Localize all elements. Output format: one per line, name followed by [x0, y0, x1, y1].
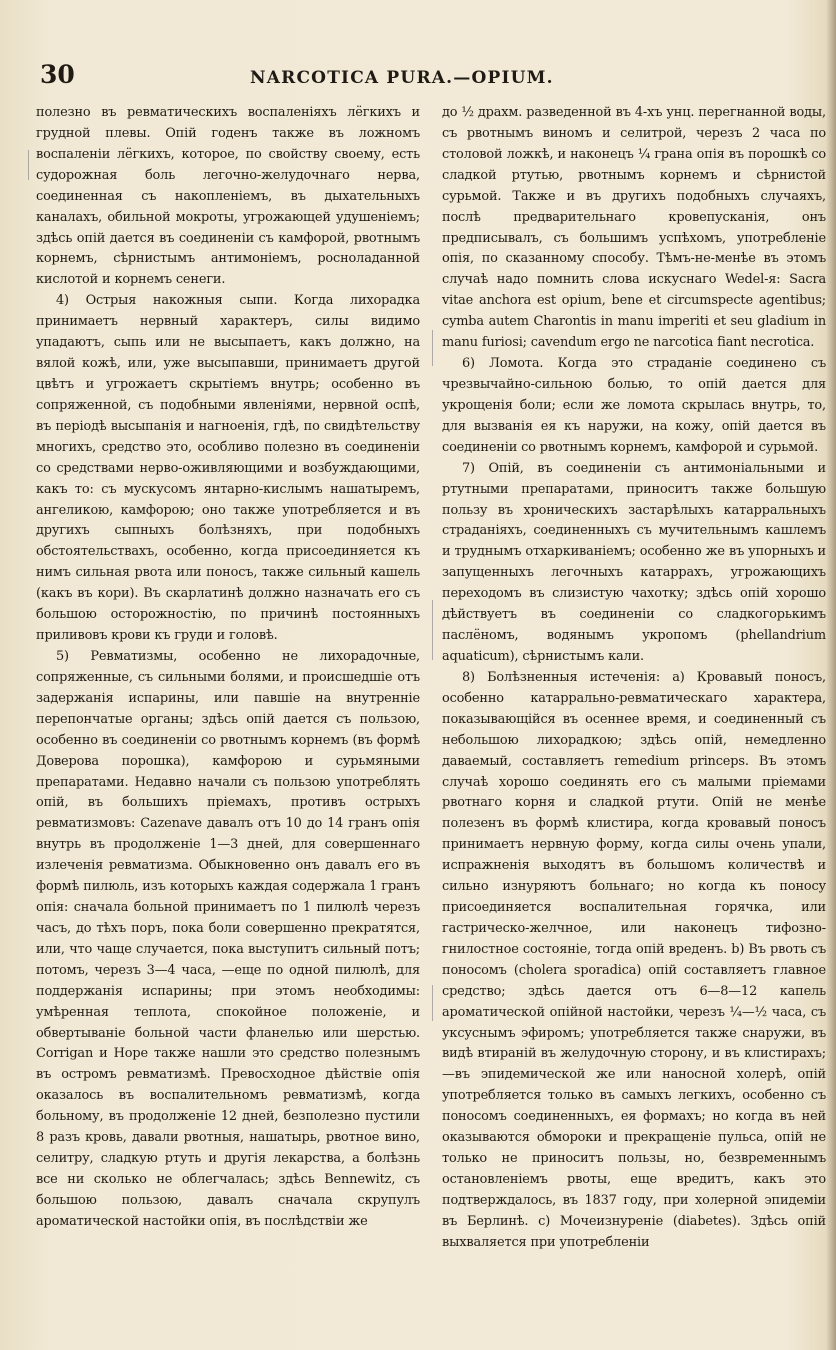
paragraph: 4) Острыя накожныя сыпи. Когда лихорадка принимаетъ нервный характеръ, силы видимо упадаютъ, сыпь или не высыпаетъ, какъ должно, на вялой кожѣ, или, уже высыпавши, принимаетъ другой цвѣтъ и угрожаетъ скрытіемъ внутрь; особенно въ сопряженной, съ подобными явленіями, нервной оспѣ, въ періодѣ высыпанія и нагноенія, гдѣ, по свидѣтельству многихъ, средство это, особливо полезно въ соединеніи со средствами нерво-оживляющими и возбуждающими, какъ то: съ мускусомъ янтарно-кислымъ нашатыремъ, ангеликою, камфорою; оно также употребляется и въ другихъ сыпныхъ болѣзняхъ, при подобныхъ обстоятельствахъ, особенно, когда присоединяется къ нимъ сильная рвота или поносъ, также сильный кашель (какъ въ кори). Въ скарлатинѣ должно назначать его съ большою осторожностію, по причинѣ постоянныхъ приливовъ крови къ груди и головѣ. [36, 293, 420, 644]
left-column [36, 103, 420, 1233]
right-column [442, 103, 826, 1254]
paragraph: до ½ драхм. разведенной въ 4-хъ унц. перегнанной воды, съ рвотнымъ виномъ и селитрой, черезъ 2 часа по столовой ложкѣ, и наконецъ ¼ грана опія въ порошкѣ со сладкой ртутью, рвотнымъ корнемъ и сѣрнистой сурьмой. Также и въ другихъ подобныхъ случаяхъ, послѣ предварительнаго кровепусканія, онъ предписывалъ, съ большимъ успѣхомъ, употребленіе опія, по сказанному способу. Тѣмъ-не-менѣе въ этомъ случаѣ надо помнить слова искуснаго Wedel-я: Sacra vitae anchora est opium, bene et circumspecte agentibus; cymba autem Charontis in manu imperiti et seu gladium in manu furiosi; cavendum ergo ne narcotica fiant necrotica. [442, 105, 826, 351]
page-edge-shadow [826, 0, 836, 1350]
paragraph: 5) Ревматизмы, особенно не лихорадочные, сопряженные, съ сильными болями, и происшедшіе отъ задержанія испарины, или павшіе на внутренніе перепончатые органы; здѣсь опій дается съ пользою, особенно въ соединеніи со рвотнымъ корнемъ (въ формѣ Доверова порошка), камфорою и сурьмяными препаратами. Недавно начали съ пользою употреблять опій, въ большихъ пріемахъ, противъ острыхъ ревматизмовъ: Cazenave давалъ отъ 10 до 14 гранъ опія внутрь въ продолженіе 1—3 дней, для совершеннаго излеченія ревматизма. Обыкновенно онъ давалъ его въ формѣ пилюль, изъ которыхъ каждая содержала 1 гранъ опія: сначала больной принимаетъ по 1 пилюлѣ черезъ часъ, до тѣхъ поръ, пока боли совершенно прекратятся, или, что чаще случается, пока выступитъ сильный потъ; потомъ, черезъ 3—4 часа, —еще по одной пилюлѣ, для поддержанія испарины; при этомъ необходимы: умѣренная теплота, спокойное положеніе, и обвертываніе больной части фланелью или шерстью. Corrigan и Hope также нашли это средство полезнымъ въ остромъ ревматизмѣ. Превосходное дѣйствіе опія оказалось въ воспалительномъ ревматизмѣ, когда больному, въ продолженіе 12 дней, безполезно пустили 8 разъ кровь, давали рвотныя, нашатырь, рвотное вино, селитру, сладкую ртуть и другія лекарства, а болѣзнь все ни сколько не облегчалась; здѣсь Bennewitz, съ большою пользою, давалъ сначала скрупулъ ароматической настойки опія, въ послѣдствіи же [36, 648, 420, 1229]
running-title: NARCOTICA PURA.—OPIUM. [250, 68, 554, 88]
page-header [40, 60, 800, 90]
page-number: 30 [40, 60, 75, 89]
pencil-margin-mark [432, 985, 433, 1021]
paragraph: 6) Ломота. Когда это страданіе соединено съ чрезвычайно-сильною болью, то опій дается для укрощенія боли; если же ломота скрылась внутрь, то, для вызванія ея къ наружи, на кожу, опій дается въ соединеніи со рвотнымъ корнемъ, камфорой и сурьмой. [442, 356, 826, 455]
pencil-margin-mark [432, 330, 433, 366]
pencil-margin-mark [432, 600, 433, 660]
pencil-margin-mark [28, 150, 29, 180]
paragraph: 7) Опій, въ соединеніи съ антимоніальными и ртутными препаратами, приноситъ также большую пользу въ хроническихъ застарѣлыхъ катарральныхъ страданіяхъ, соединенныхъ съ мучительнымъ кашлемъ и труднымъ отхаркиваніемъ; особенно же въ упорныхъ и запущенныхъ легочныхъ катаррахъ, угрожающихъ переходомъ въ слизистую чахотку; здѣсь опій хорошо дѣйствуетъ въ соединеніи со сладкогорькимъ паслёномъ, водянымъ укропомъ (phellandrium aquaticum), сѣрнистымъ кали. [442, 460, 826, 664]
paragraph: 8) Болѣзненныя истеченія: а) Кровавый поносъ, особенно катаррально-ревматическаго характера, показывающійся въ осеннее время, и соединенный съ небольшою лихорадкою; здѣсь опій, немедленно даваемый, составляетъ remedium princeps. Въ этомъ случаѣ хорошо соединять его съ малыми пріемами рвотнаго корня и сладкой ртути. Опій не менѣе полезенъ въ формѣ клистира, когда кровавый поносъ принимаетъ нервную форму, когда силы очень упали, испражненія выходятъ въ большомъ количествѣ и сильно изнуряютъ больнаго; но когда къ поносу присоединяется воспалительная горячка, или гастрическо-желчное, или наконецъ тифозно-гнилостное состояніе, тогда опій вреденъ. b) Въ рвоть съ поносомъ (cholera sporadica) опій составляетъ главное средство; здѣсь дается отъ 6—8—12 капель ароматической опійной настойки, черезъ ¼—½ часа, съ уксуснымъ эфиромъ; употребляется также снаружи, въ видѣ втираній въ желудочную сторону, и въ клистирахъ;—въ эпидемической же или наносной холерѣ, опій употребляется только въ самыхъ легкихъ, особенно съ поносомъ соединенныхъ, ея формахъ; но когда въ ней оказываются обмороки и прекращеніе пульса, опій не только не приноситъ пользы, но, безвременнымъ остановленіемъ рвоты, еще вредитъ, какъ это подтверждалось, въ 1837 году, при холерной эпидеміи въ Берлинѣ. с) Мочеизнуреніе (diabetes). Здѣсь опій выхваляется при употребленіи [442, 669, 826, 1250]
paragraph: полезно въ ревматическихъ воспаленіяхъ лёгкихъ и грудной плевы. Опій годенъ также въ ложномъ воспаленіи лёгкихъ, которое, по свойству своему, есть судорожная боль легочно-желудочнаго нерва, соединенная съ накопленіемъ, въ дыхательныхъ каналахъ, обильной мокроты, угрожающей удушеніемъ; здѣсь опій дается въ соединеніи съ камфорой, рвотнымъ корнемъ, сѣрнистымъ антимоніемъ, росноладанной кислотой и корнемъ сенеги. [36, 105, 420, 288]
